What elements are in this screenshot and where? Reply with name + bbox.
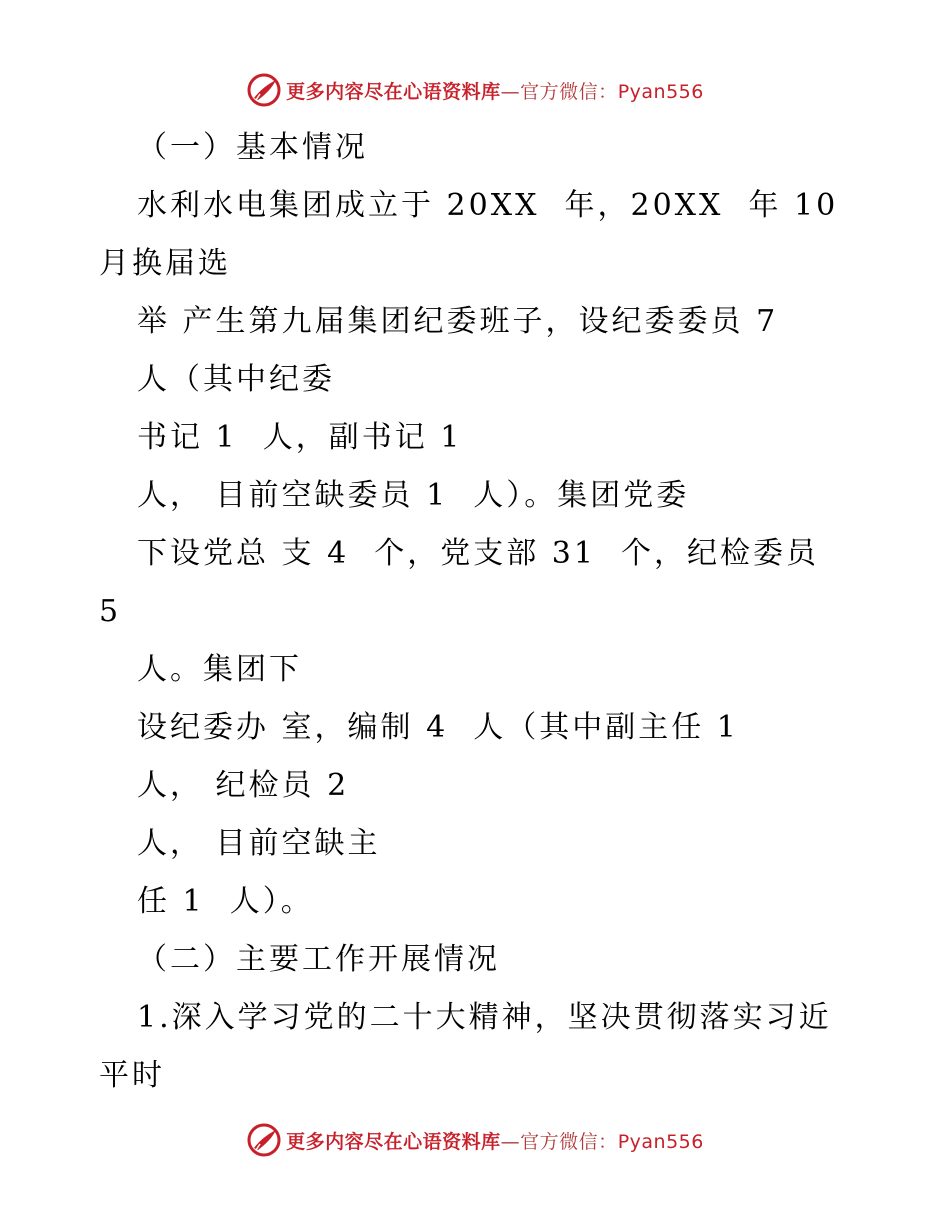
watermark-sub: —官方微信： xyxy=(500,1130,618,1153)
watermark-id: Pyan556 xyxy=(617,1130,704,1153)
paragraph-line: 任 1 人）。 xyxy=(137,884,314,919)
watermark-main: 更多内容尽在心语资料库 xyxy=(286,80,501,103)
paragraph-line: 下设党总 支 4 个，党支部 31 个，纪检委员 xyxy=(137,536,820,571)
paragraph-line: 月换届选 xyxy=(99,246,231,281)
paragraph-line: 书记 1 人，副书记 1 xyxy=(137,420,463,455)
quill-logo-icon xyxy=(246,1122,282,1158)
watermark-text xyxy=(286,77,704,104)
watermark-header xyxy=(0,70,950,110)
paragraph-line: 水利水电集团成立于 20XX 年，20XX 年 10 xyxy=(137,188,839,223)
paragraph-line: 1.深入学习党的二十大精神，坚决贯彻落实习近 xyxy=(137,1000,832,1035)
paragraph-line: 5 xyxy=(99,594,122,629)
quill-logo-icon xyxy=(246,72,282,108)
paragraph-line: 举 产生第九届集团纪委班子，设纪委委员 7 xyxy=(137,304,779,339)
section-heading: （一）基本情况 xyxy=(137,130,368,165)
section-heading: （二）主要工作开展情况 xyxy=(137,942,500,977)
paragraph-line: 人， 纪检员 2 xyxy=(137,768,350,803)
paragraph-line: 人（其中纪委 xyxy=(137,362,335,397)
paragraph-line: 人， 目前空缺委员 1 人）。集团党委 xyxy=(137,478,690,513)
paragraph-line: 平时 xyxy=(99,1058,165,1093)
watermark-id: Pyan556 xyxy=(617,80,704,103)
paragraph-line: 设纪委办 室，编制 4 人（其中副主任 1 xyxy=(137,710,739,745)
watermark-main: 更多内容尽在心语资料库 xyxy=(286,1130,501,1153)
watermark-sub: —官方微信： xyxy=(500,80,618,103)
watermark-footer xyxy=(0,1120,950,1160)
watermark-text xyxy=(286,1127,704,1154)
paragraph-line: 人。集团下 xyxy=(137,652,302,687)
paragraph-line: 人， 目前空缺主 xyxy=(137,826,381,861)
